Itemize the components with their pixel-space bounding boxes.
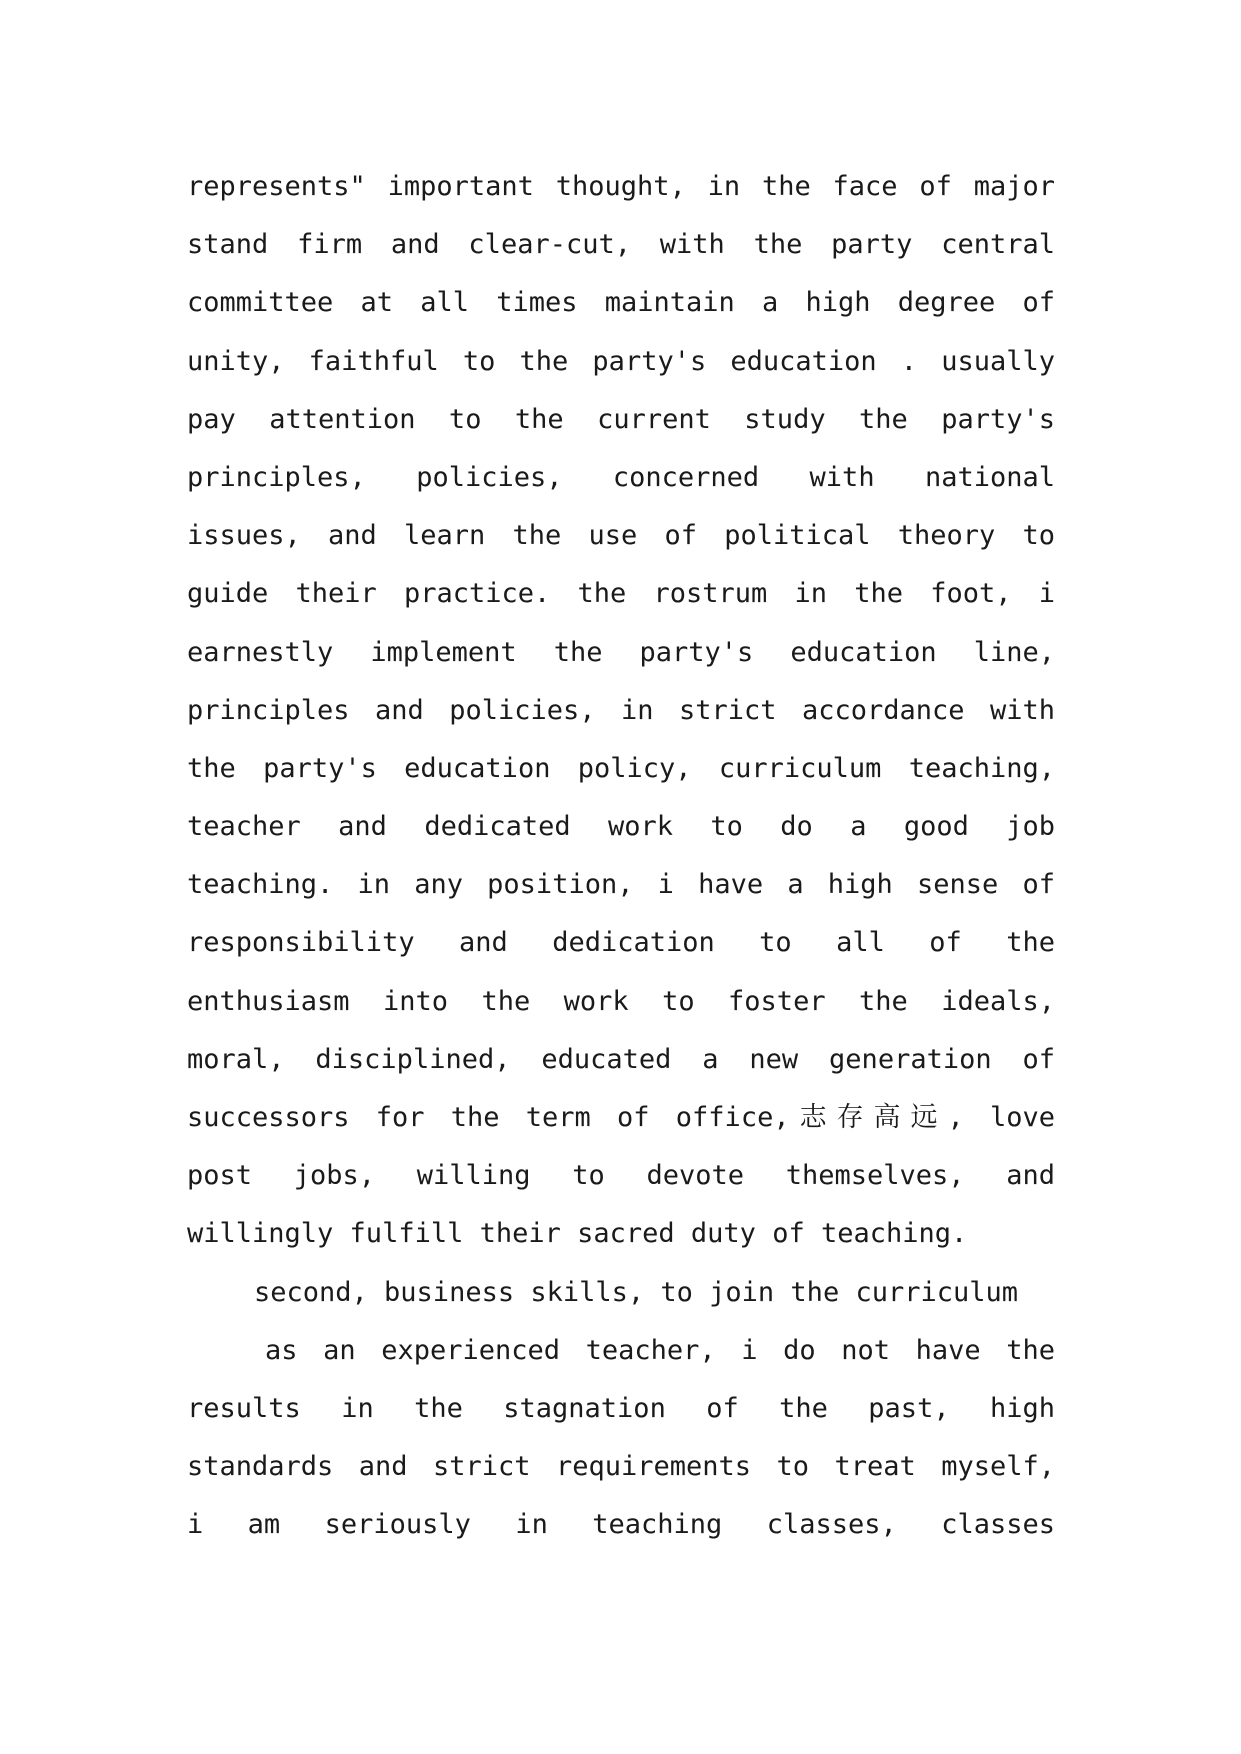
text-line: i am seriously in teaching classes, classes — [187, 1509, 1055, 1541]
text-line: results in the stagnation of the past, high — [187, 1392, 1055, 1424]
text-line: principles, policies, concerned with national — [187, 461, 1055, 493]
paragraph-end-line: willingly fulfill their sacred duty of teaching. — [187, 1218, 968, 1250]
text-line: successors for the term of office,志存高远, love — [187, 1102, 1055, 1133]
text-line: pay attention to the current study the party's — [187, 403, 1055, 435]
text-line: stand firm and clear-cut, with the party central — [187, 229, 1055, 261]
paragraph-start-line: as an experienced teacher, i do not have the — [265, 1334, 1055, 1366]
text-line: issues, and learn the use of political theory to — [187, 520, 1055, 552]
text-line: teaching. in any position, i have a high sense of — [187, 869, 1055, 901]
text-line: the party's education policy, curriculum teaching, — [187, 752, 1055, 784]
text-line: earnestly implement the party's education line, — [187, 636, 1055, 668]
text-line: committee at all times maintain a high degree of — [187, 287, 1055, 319]
text-line: principles and policies, in strict accordance with — [187, 694, 1055, 726]
text-line: enthusiasm into the work to foster the ideals, — [187, 985, 1055, 1017]
text-line: unity, faithful to the party's education . usually — [187, 345, 1055, 377]
text-line: moral, disciplined, educated a new generation of — [187, 1043, 1055, 1075]
text-line: represents" important thought, in the face of major — [187, 171, 1055, 202]
body-text — [187, 158, 1055, 1555]
text-line: teacher and dedicated work to do a good job — [187, 811, 1055, 843]
section-heading-line: second, business skills, to join the curriculum — [254, 1276, 1019, 1308]
text-line: post jobs, willing to devote themselves, and — [187, 1160, 1055, 1192]
text-line: guide their practice. the rostrum in the foot, i — [187, 578, 1055, 610]
text-line: responsibility and dedication to all of the — [187, 927, 1055, 959]
text-line: standards and strict requirements to treat myself, — [187, 1451, 1055, 1483]
